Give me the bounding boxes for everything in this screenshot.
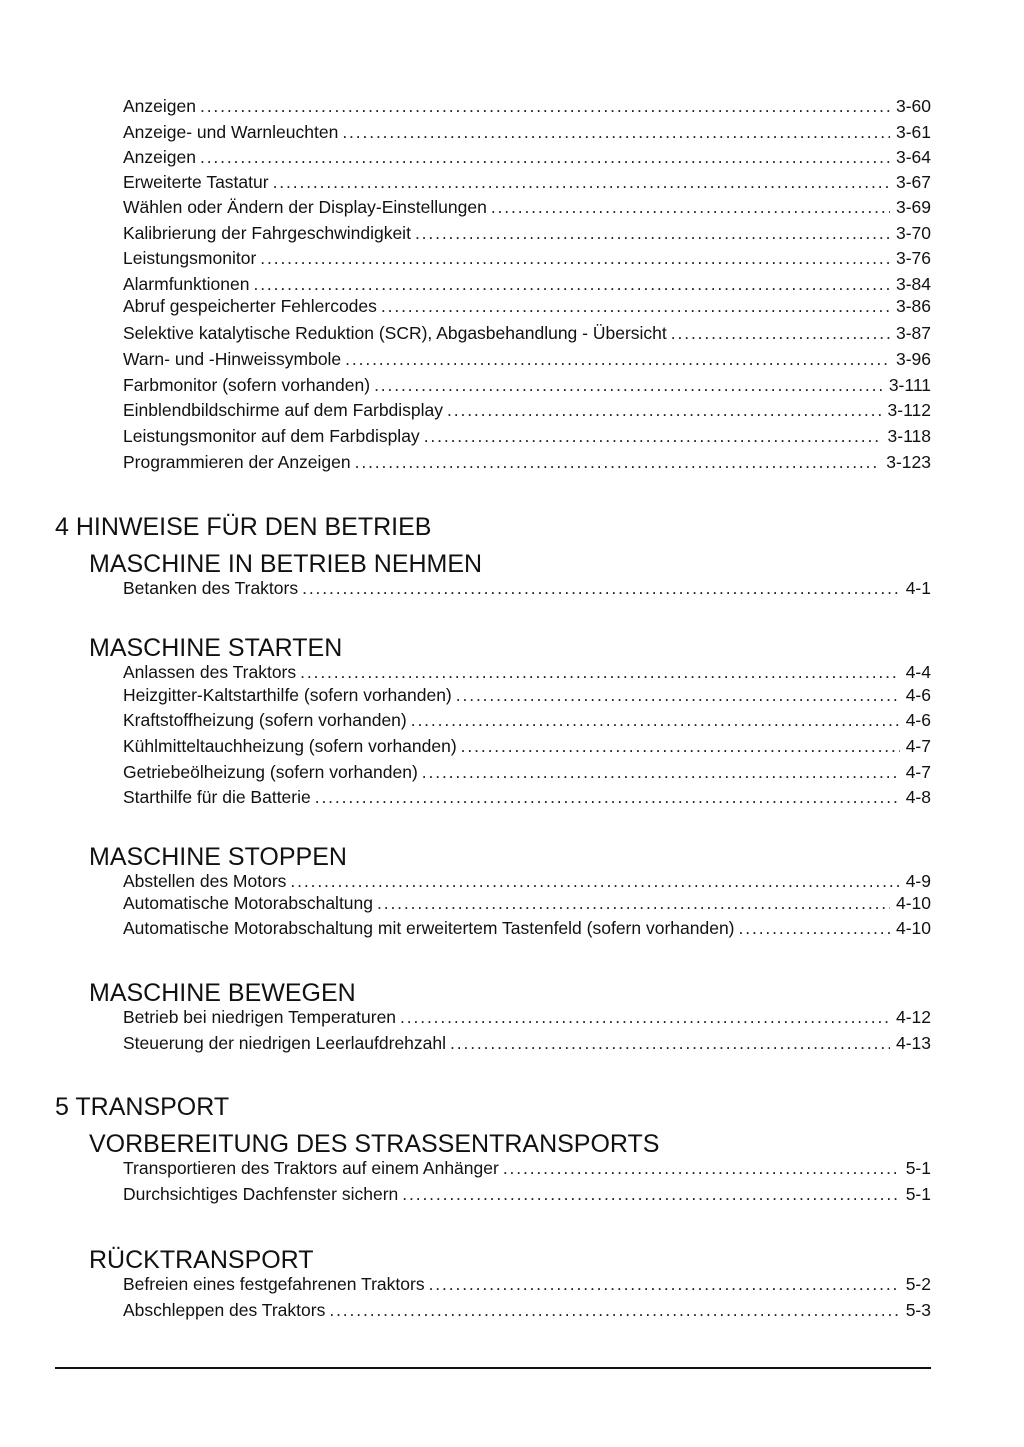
toc-entry-page: 4-10: [895, 893, 931, 913]
leader-dots: [456, 684, 900, 706]
leader-dots: [260, 247, 890, 269]
section-title: MASCHINE STOPPEN: [89, 843, 347, 871]
leader-dots: [200, 146, 890, 168]
leader-dots: [400, 1006, 890, 1028]
toc-entry[interactable]: [123, 1299, 931, 1321]
toc-entry-title: Kraftstoffheizung (sofern vorhanden): [123, 710, 407, 730]
toc-entry[interactable]: [123, 917, 931, 939]
toc-entry[interactable]: [123, 273, 931, 295]
toc-entry-title: Anlassen des Traktors: [123, 662, 297, 682]
toc-entry-page: 3-64: [895, 147, 931, 167]
toc-entry[interactable]: [123, 451, 931, 473]
leader-dots: [374, 374, 883, 396]
toc-entry-page: 3-84: [895, 274, 931, 294]
toc-entry[interactable]: [123, 374, 931, 396]
toc-entry-title: Anzeigen: [123, 147, 196, 167]
toc-entry-title: Farbmonitor (sofern vorhanden): [123, 375, 371, 395]
toc-entry[interactable]: [123, 577, 931, 599]
section-title: MASCHINE IN BETRIEB NEHMEN: [89, 550, 483, 578]
toc-entry[interactable]: [123, 146, 931, 168]
toc-entry[interactable]: [123, 222, 931, 244]
toc-entry-page: 3-76: [895, 248, 931, 268]
toc-entry-title: Betrieb bei niedrigen Temperaturen: [123, 1007, 397, 1027]
leader-dots: [415, 222, 890, 244]
toc-entry-page: 3-61: [895, 122, 931, 142]
toc-entry-title: Steuerung der niedrigen Leerlaufdrehzahl: [123, 1033, 447, 1053]
leader-dots: [739, 917, 890, 939]
toc-entry-title: Kalibrierung der Fahrgeschwindigkeit: [123, 223, 411, 243]
leader-dots: [450, 1032, 890, 1054]
leader-dots: [300, 661, 900, 683]
toc-entry-title: Getriebeölheizung (sofern vorhanden): [123, 762, 418, 782]
toc-entry-page: 3-96: [895, 349, 931, 369]
toc-entry-title: Starthilfe für die Batterie: [123, 787, 311, 807]
toc-entry-title: Programmieren der Anzeigen: [123, 452, 351, 472]
leader-dots: [381, 295, 890, 317]
toc-entry-page: 5-1: [905, 1158, 931, 1178]
toc-entry[interactable]: [123, 1183, 931, 1205]
leader-dots: [302, 577, 900, 599]
leader-dots: [402, 1183, 899, 1205]
toc-entry-title: Abstellen des Motors: [123, 871, 287, 891]
section-title: VORBEREITUNG DES STRASSENTRANSPORTS: [89, 1130, 660, 1158]
leader-dots: [447, 399, 882, 421]
toc-entry[interactable]: [123, 661, 931, 683]
toc-entry[interactable]: [123, 348, 931, 370]
toc-entry-page: 3-70: [895, 223, 931, 243]
toc-entry-title: Befreien eines festgefahrenen Traktors: [123, 1274, 425, 1294]
toc-entry[interactable]: [123, 295, 931, 317]
toc-entry-page: 4-6: [905, 685, 931, 705]
leader-dots: [329, 1299, 899, 1321]
section-title: RÜCKTRANSPORT: [89, 1246, 314, 1274]
toc-entry-title: Anzeigen: [123, 96, 196, 116]
toc-entry[interactable]: [123, 1032, 931, 1054]
toc-entry-page: 3-112: [887, 400, 931, 420]
leader-dots: [424, 425, 882, 447]
toc-entry-title: Selektive katalytische Reduktion (SCR), Abgasbehandlung - Übersicht: [123, 323, 667, 343]
leader-dots: [345, 348, 890, 370]
toc-entry-page: 4-1: [905, 578, 931, 598]
toc-entry-title: Alarmfunktionen: [123, 274, 250, 294]
toc-entry-page: 5-3: [905, 1300, 931, 1320]
toc-entry[interactable]: [123, 95, 931, 117]
leader-dots: [273, 171, 890, 193]
toc-entry-page: 4-12: [895, 1007, 931, 1027]
toc-entry-page: 3-118: [887, 426, 931, 446]
toc-entry-page: 4-7: [905, 736, 931, 756]
toc-entry-page: 3-60: [895, 96, 931, 116]
toc-entry-title: Leistungsmonitor auf dem Farbdisplay: [123, 426, 420, 446]
section-title: MASCHINE BEWEGEN: [89, 979, 356, 1007]
toc-entry[interactable]: [123, 196, 931, 218]
toc-entry-page: 3-67: [895, 172, 931, 192]
leader-dots: [355, 451, 881, 473]
toc-entry-title: Warn- und -Hinweissymbole: [123, 349, 342, 369]
toc-entry[interactable]: [123, 870, 931, 892]
toc-entry[interactable]: [123, 1157, 931, 1179]
toc-entry[interactable]: [123, 892, 931, 914]
toc-entry[interactable]: [123, 684, 931, 706]
leader-dots: [200, 95, 890, 117]
toc-entry-page: 4-13: [895, 1033, 931, 1053]
toc-entry[interactable]: [123, 171, 931, 193]
toc-entry[interactable]: [123, 786, 931, 808]
toc-entry-page: 3-86: [895, 296, 931, 316]
toc-entry-page: 4-4: [905, 662, 931, 682]
leader-dots: [253, 273, 890, 295]
toc-entry[interactable]: [123, 399, 931, 421]
toc-entry-title: Durchsichtiges Dachfenster sichern: [123, 1184, 399, 1204]
leader-dots: [503, 1157, 900, 1179]
toc-entry-title: Wählen oder Ändern der Display-Einstellungen: [123, 197, 487, 217]
toc-entry-page: 5-2: [905, 1274, 931, 1294]
toc-entry-title: Kühlmitteltauchheizung (sofern vorhanden): [123, 736, 457, 756]
toc-entry[interactable]: [123, 247, 931, 269]
toc-entry[interactable]: [123, 1006, 931, 1028]
toc-entry[interactable]: [123, 322, 931, 344]
toc-entry-page: 5-1: [905, 1184, 931, 1204]
toc-entry-page: 4-7: [905, 762, 931, 782]
leader-dots: [315, 786, 900, 808]
toc-entry-title: Transportieren des Traktors auf einem Anhänger: [123, 1158, 499, 1178]
toc-entry[interactable]: [123, 735, 931, 757]
toc-entry-page: 3-87: [895, 323, 931, 343]
leader-dots: [491, 196, 890, 218]
toc-entry-title: Anzeige- und Warnleuchten: [123, 122, 339, 142]
toc-entry-title: Einblendbildschirme auf dem Farbdisplay: [123, 400, 444, 420]
toc-entry-title: Leistungsmonitor: [123, 248, 257, 268]
leader-dots: [411, 709, 900, 731]
toc-entry-title: Heizgitter-Kaltstarthilfe (sofern vorhanden): [123, 685, 452, 705]
toc-entry-title: Erweiterte Tastatur: [123, 172, 269, 192]
toc-entry-page: 4-9: [905, 871, 931, 891]
leader-dots: [342, 121, 890, 143]
toc-entry-title: Abruf gespeicherter Fehlercodes: [123, 296, 377, 316]
toc-entry-page: 4-8: [905, 787, 931, 807]
toc-entry-page: 3-111: [888, 375, 931, 395]
leader-dots: [377, 892, 890, 914]
toc-entry-title: Betanken des Traktors: [123, 578, 299, 598]
leader-dots: [461, 735, 900, 757]
toc-entry-page: 4-6: [905, 710, 931, 730]
toc-entry[interactable]: [123, 709, 931, 731]
footer-divider: [55, 1367, 931, 1369]
chapter-title: 5 TRANSPORT: [55, 1093, 230, 1121]
toc-entry-title: Abschleppen des Traktors: [123, 1300, 326, 1320]
leader-dots: [290, 870, 899, 892]
toc-entry[interactable]: [123, 425, 931, 447]
chapter-title: 4 HINWEISE FÜR DEN BETRIEB: [55, 513, 432, 541]
toc-entry-page: 3-69: [895, 197, 931, 217]
leader-dots: [671, 322, 890, 344]
toc-entry-page: 4-10: [895, 918, 931, 938]
toc-entry[interactable]: [123, 761, 931, 783]
leader-dots: [429, 1273, 900, 1295]
toc-entry-page: 3-123: [886, 452, 931, 472]
toc-entry-title: Automatische Motorabschaltung mit erweitertem Tastenfeld (sofern vorhanden): [123, 918, 735, 938]
toc-entry[interactable]: [123, 1273, 931, 1295]
toc-entry[interactable]: [123, 121, 931, 143]
section-title: MASCHINE STARTEN: [89, 634, 343, 662]
toc-entry-title: Automatische Motorabschaltung: [123, 893, 373, 913]
leader-dots: [422, 761, 900, 783]
